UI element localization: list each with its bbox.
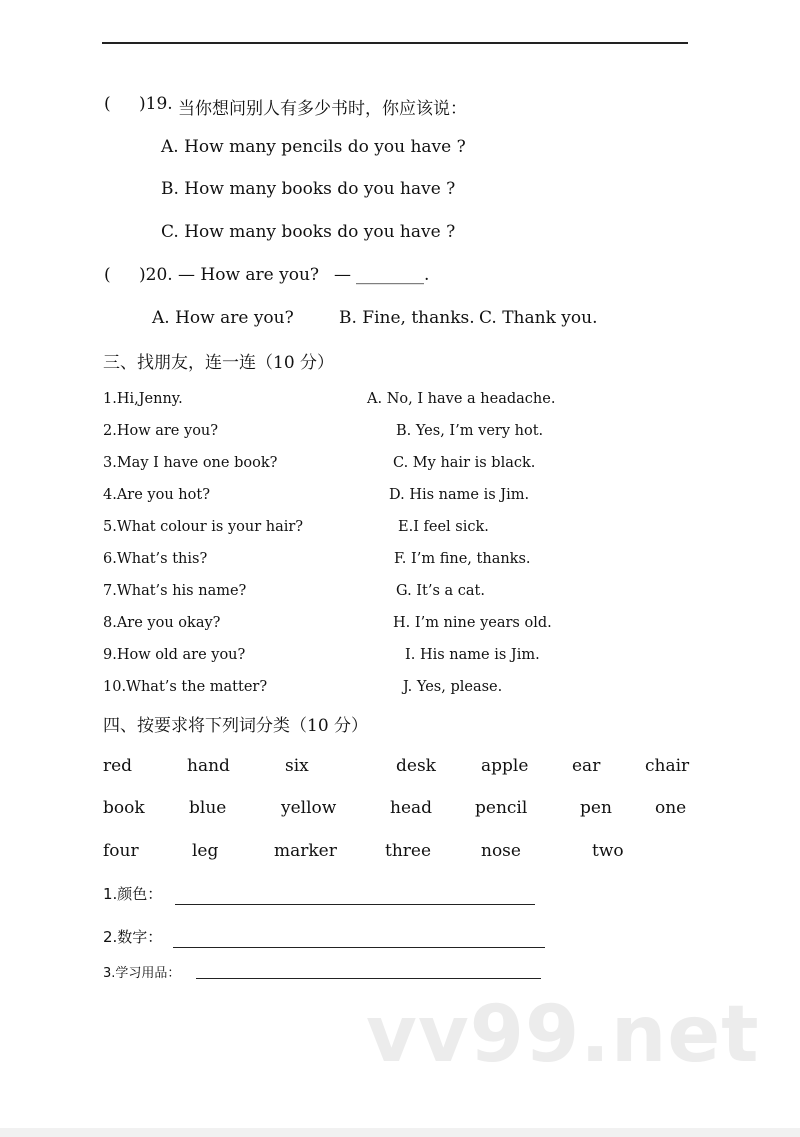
match-left-item: 7.What’s his name? [103, 583, 247, 599]
q19-number: )19. [139, 94, 173, 114]
category-numbers-label: 2.数字： [103, 928, 163, 946]
q20-answer-blank: ________. [356, 265, 430, 285]
match-left-item: 3.May I have one book? [103, 455, 278, 471]
word-desk: desk [396, 756, 436, 776]
q19-paren: ( [104, 94, 111, 114]
match-right-item: A. No, I have a headache. [367, 391, 556, 407]
word-four: four [103, 841, 139, 861]
word-blue: blue [189, 798, 227, 818]
word-ear: ear [572, 756, 601, 776]
q20-option-b: B. Fine, thanks. [339, 308, 475, 328]
page-bottom-edge [0, 1128, 800, 1137]
q19-option-c: C. How many books do you have ? [161, 222, 456, 242]
word-yellow: yellow [281, 798, 337, 818]
q20-answer-dash: — [334, 265, 351, 285]
match-left-item: 1.Hi,Jenny. [103, 391, 183, 407]
word-hand: hand [187, 756, 230, 776]
section3-title: 三、找朋友，连一连（10 分） [103, 353, 335, 373]
category-colors-label: 1.颜色： [103, 885, 163, 903]
word-nose: nose [481, 841, 521, 861]
match-left-item: 4.Are you hot? [103, 487, 210, 503]
match-right-item: C. My hair is black. [393, 455, 536, 471]
q20-paren: ( [104, 265, 111, 285]
section4-title: 四、按要求将下列词分类（10 分） [103, 716, 369, 736]
match-left-item: 8.Are you okay? [103, 615, 221, 631]
word-two: two [592, 841, 624, 861]
match-right-item: G. It’s a cat. [396, 583, 485, 599]
category-school-supplies-label: 3.学习用品： [103, 966, 181, 981]
match-left-item: 6.What’s this? [103, 551, 208, 567]
word-pencil: pencil [475, 798, 528, 818]
word-head: head [390, 798, 433, 818]
match-left-item: 9.How old are you? [103, 647, 246, 663]
match-left-item: 2.How are you? [103, 423, 219, 439]
match-right-item: H. I’m nine years old. [393, 615, 552, 631]
word-book: book [103, 798, 145, 818]
word-marker: marker [274, 841, 337, 861]
watermark: vv99.net [366, 990, 760, 1080]
q20-option-c: C. Thank you. [479, 308, 598, 328]
q19-prompt: 当你想问别人有多少书时，你应该说： [178, 99, 467, 119]
match-left-item: 5.What colour is your hair? [103, 519, 304, 535]
word-pen: pen [580, 798, 612, 818]
word-three: three [385, 841, 432, 861]
match-right-item: E.I feel sick. [398, 519, 489, 535]
match-right-item: J. Yes, please. [403, 679, 503, 695]
word-one: one [655, 798, 687, 818]
top-rule [102, 42, 688, 44]
q19-option-a: A. How many pencils do you have ? [161, 137, 466, 157]
q20-option-a: A. How are you? [152, 308, 294, 328]
match-right-item: D. His name is Jim. [389, 487, 530, 503]
q20-prompt: — How are you? [178, 265, 320, 285]
q19-option-b: B. How many books do you have ? [161, 179, 456, 199]
word-leg: leg [192, 841, 219, 861]
word-red: red [103, 756, 133, 776]
word-six: six [285, 756, 309, 776]
word-chair: chair [645, 756, 690, 776]
category-colors-blank[interactable] [175, 904, 535, 905]
category-numbers-blank[interactable] [173, 947, 545, 948]
match-right-item: B. Yes, I’m very hot. [396, 423, 544, 439]
q20-number: )20. [139, 265, 173, 285]
match-left-item: 10.What’s the matter? [103, 679, 268, 695]
match-right-item: I. His name is Jim. [405, 647, 540, 663]
match-right-item: F. I’m fine, thanks. [394, 551, 531, 567]
category-school-supplies-blank[interactable] [196, 978, 541, 979]
word-apple: apple [481, 756, 529, 776]
